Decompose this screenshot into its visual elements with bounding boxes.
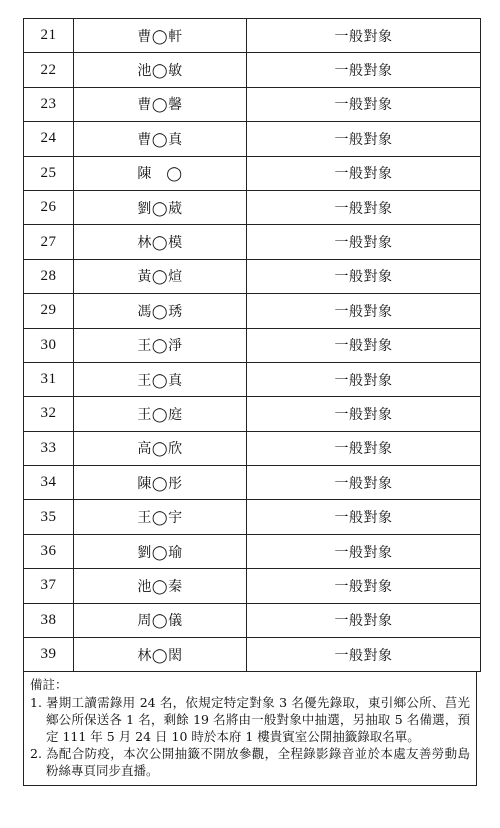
table-row [24, 397, 481, 431]
row-category: 一般對象 [247, 190, 481, 224]
row-number: 23 [24, 87, 74, 121]
row-name: 周◯儀 [74, 603, 247, 637]
note-item [30, 694, 470, 745]
note-item [30, 745, 470, 779]
table-row [24, 87, 481, 121]
row-category: 一般對象 [247, 603, 481, 637]
table-row [24, 53, 481, 87]
roster-table [23, 18, 481, 672]
notes-section [23, 672, 477, 786]
row-category: 一般對象 [247, 156, 481, 190]
row-name: 池◯秦 [74, 569, 247, 603]
row-number: 29 [24, 294, 74, 328]
row-number: 34 [24, 466, 74, 500]
table-row [24, 294, 481, 328]
table-row [24, 500, 481, 534]
row-name: 陳◯彤 [74, 466, 247, 500]
table-row [24, 534, 481, 568]
row-number: 30 [24, 328, 74, 362]
roster-table-body [24, 19, 481, 672]
note-text: 為配合防疫，本次公開抽籤不開放參觀，全程錄影錄音並於本處友善勞動島粉絲專頁同步直播。 [46, 746, 470, 779]
row-name: 池◯敏 [74, 53, 247, 87]
row-category: 一般對象 [247, 259, 481, 293]
table-row [24, 603, 481, 637]
row-number: 39 [24, 638, 74, 672]
row-number: 28 [24, 259, 74, 293]
row-number: 32 [24, 397, 74, 431]
roster-document [23, 18, 477, 786]
note-number: 2. [30, 746, 42, 762]
row-category: 一般對象 [247, 466, 481, 500]
row-name: 林◯閎 [74, 638, 247, 672]
row-name: 馮◯琇 [74, 294, 247, 328]
row-number: 36 [24, 534, 74, 568]
row-name: 陳 ◯ [74, 156, 247, 190]
note-text: 暑期工讀需錄用 24 名，依規定特定對象 3 名優先錄取，東引鄉公所、莒光鄉公所保送各 1 名，剩餘 19 名將由一般對象中抽選，另抽取 5 名備選，預定 111 年 5 月 24 日 10 時於本府 1 樓貴賓室公開抽籤錄取名單。 [46, 695, 470, 745]
row-number: 35 [24, 500, 74, 534]
row-category: 一般對象 [247, 225, 481, 259]
row-category: 一般對象 [247, 19, 481, 53]
table-row [24, 362, 481, 396]
row-number: 37 [24, 569, 74, 603]
row-number: 33 [24, 431, 74, 465]
row-name: 劉◯葳 [74, 190, 247, 224]
row-category: 一般對象 [247, 500, 481, 534]
row-number: 24 [24, 122, 74, 156]
row-category: 一般對象 [247, 534, 481, 568]
row-name: 王◯宇 [74, 500, 247, 534]
row-category: 一般對象 [247, 362, 481, 396]
row-name: 王◯淨 [74, 328, 247, 362]
row-name: 黃◯煊 [74, 259, 247, 293]
table-row [24, 328, 481, 362]
row-number: 22 [24, 53, 74, 87]
row-category: 一般對象 [247, 569, 481, 603]
table-row [24, 431, 481, 465]
row-number: 27 [24, 225, 74, 259]
row-name: 高◯欣 [74, 431, 247, 465]
row-name: 王◯真 [74, 362, 247, 396]
table-row [24, 122, 481, 156]
table-row [24, 638, 481, 672]
table-row [24, 466, 481, 500]
row-name: 王◯庭 [74, 397, 247, 431]
row-number: 38 [24, 603, 74, 637]
row-name: 林◯模 [74, 225, 247, 259]
row-name: 曹◯真 [74, 122, 247, 156]
table-row [24, 259, 481, 293]
row-category: 一般對象 [247, 122, 481, 156]
row-category: 一般對象 [247, 328, 481, 362]
row-name: 劉◯瑜 [74, 534, 247, 568]
row-category: 一般對象 [247, 294, 481, 328]
table-row [24, 19, 481, 53]
row-name: 曹◯馨 [74, 87, 247, 121]
row-category: 一般對象 [247, 397, 481, 431]
table-row [24, 225, 481, 259]
row-number: 31 [24, 362, 74, 396]
row-category: 一般對象 [247, 431, 481, 465]
row-category: 一般對象 [247, 53, 481, 87]
row-category: 一般對象 [247, 638, 481, 672]
row-number: 21 [24, 19, 74, 53]
row-number: 26 [24, 190, 74, 224]
row-number: 25 [24, 156, 74, 190]
note-number: 1. [30, 695, 42, 711]
notes-heading: 備註： [30, 677, 68, 693]
row-name: 曹◯軒 [74, 19, 247, 53]
table-row [24, 569, 481, 603]
table-row [24, 156, 481, 190]
table-row [24, 190, 481, 224]
row-category: 一般對象 [247, 87, 481, 121]
